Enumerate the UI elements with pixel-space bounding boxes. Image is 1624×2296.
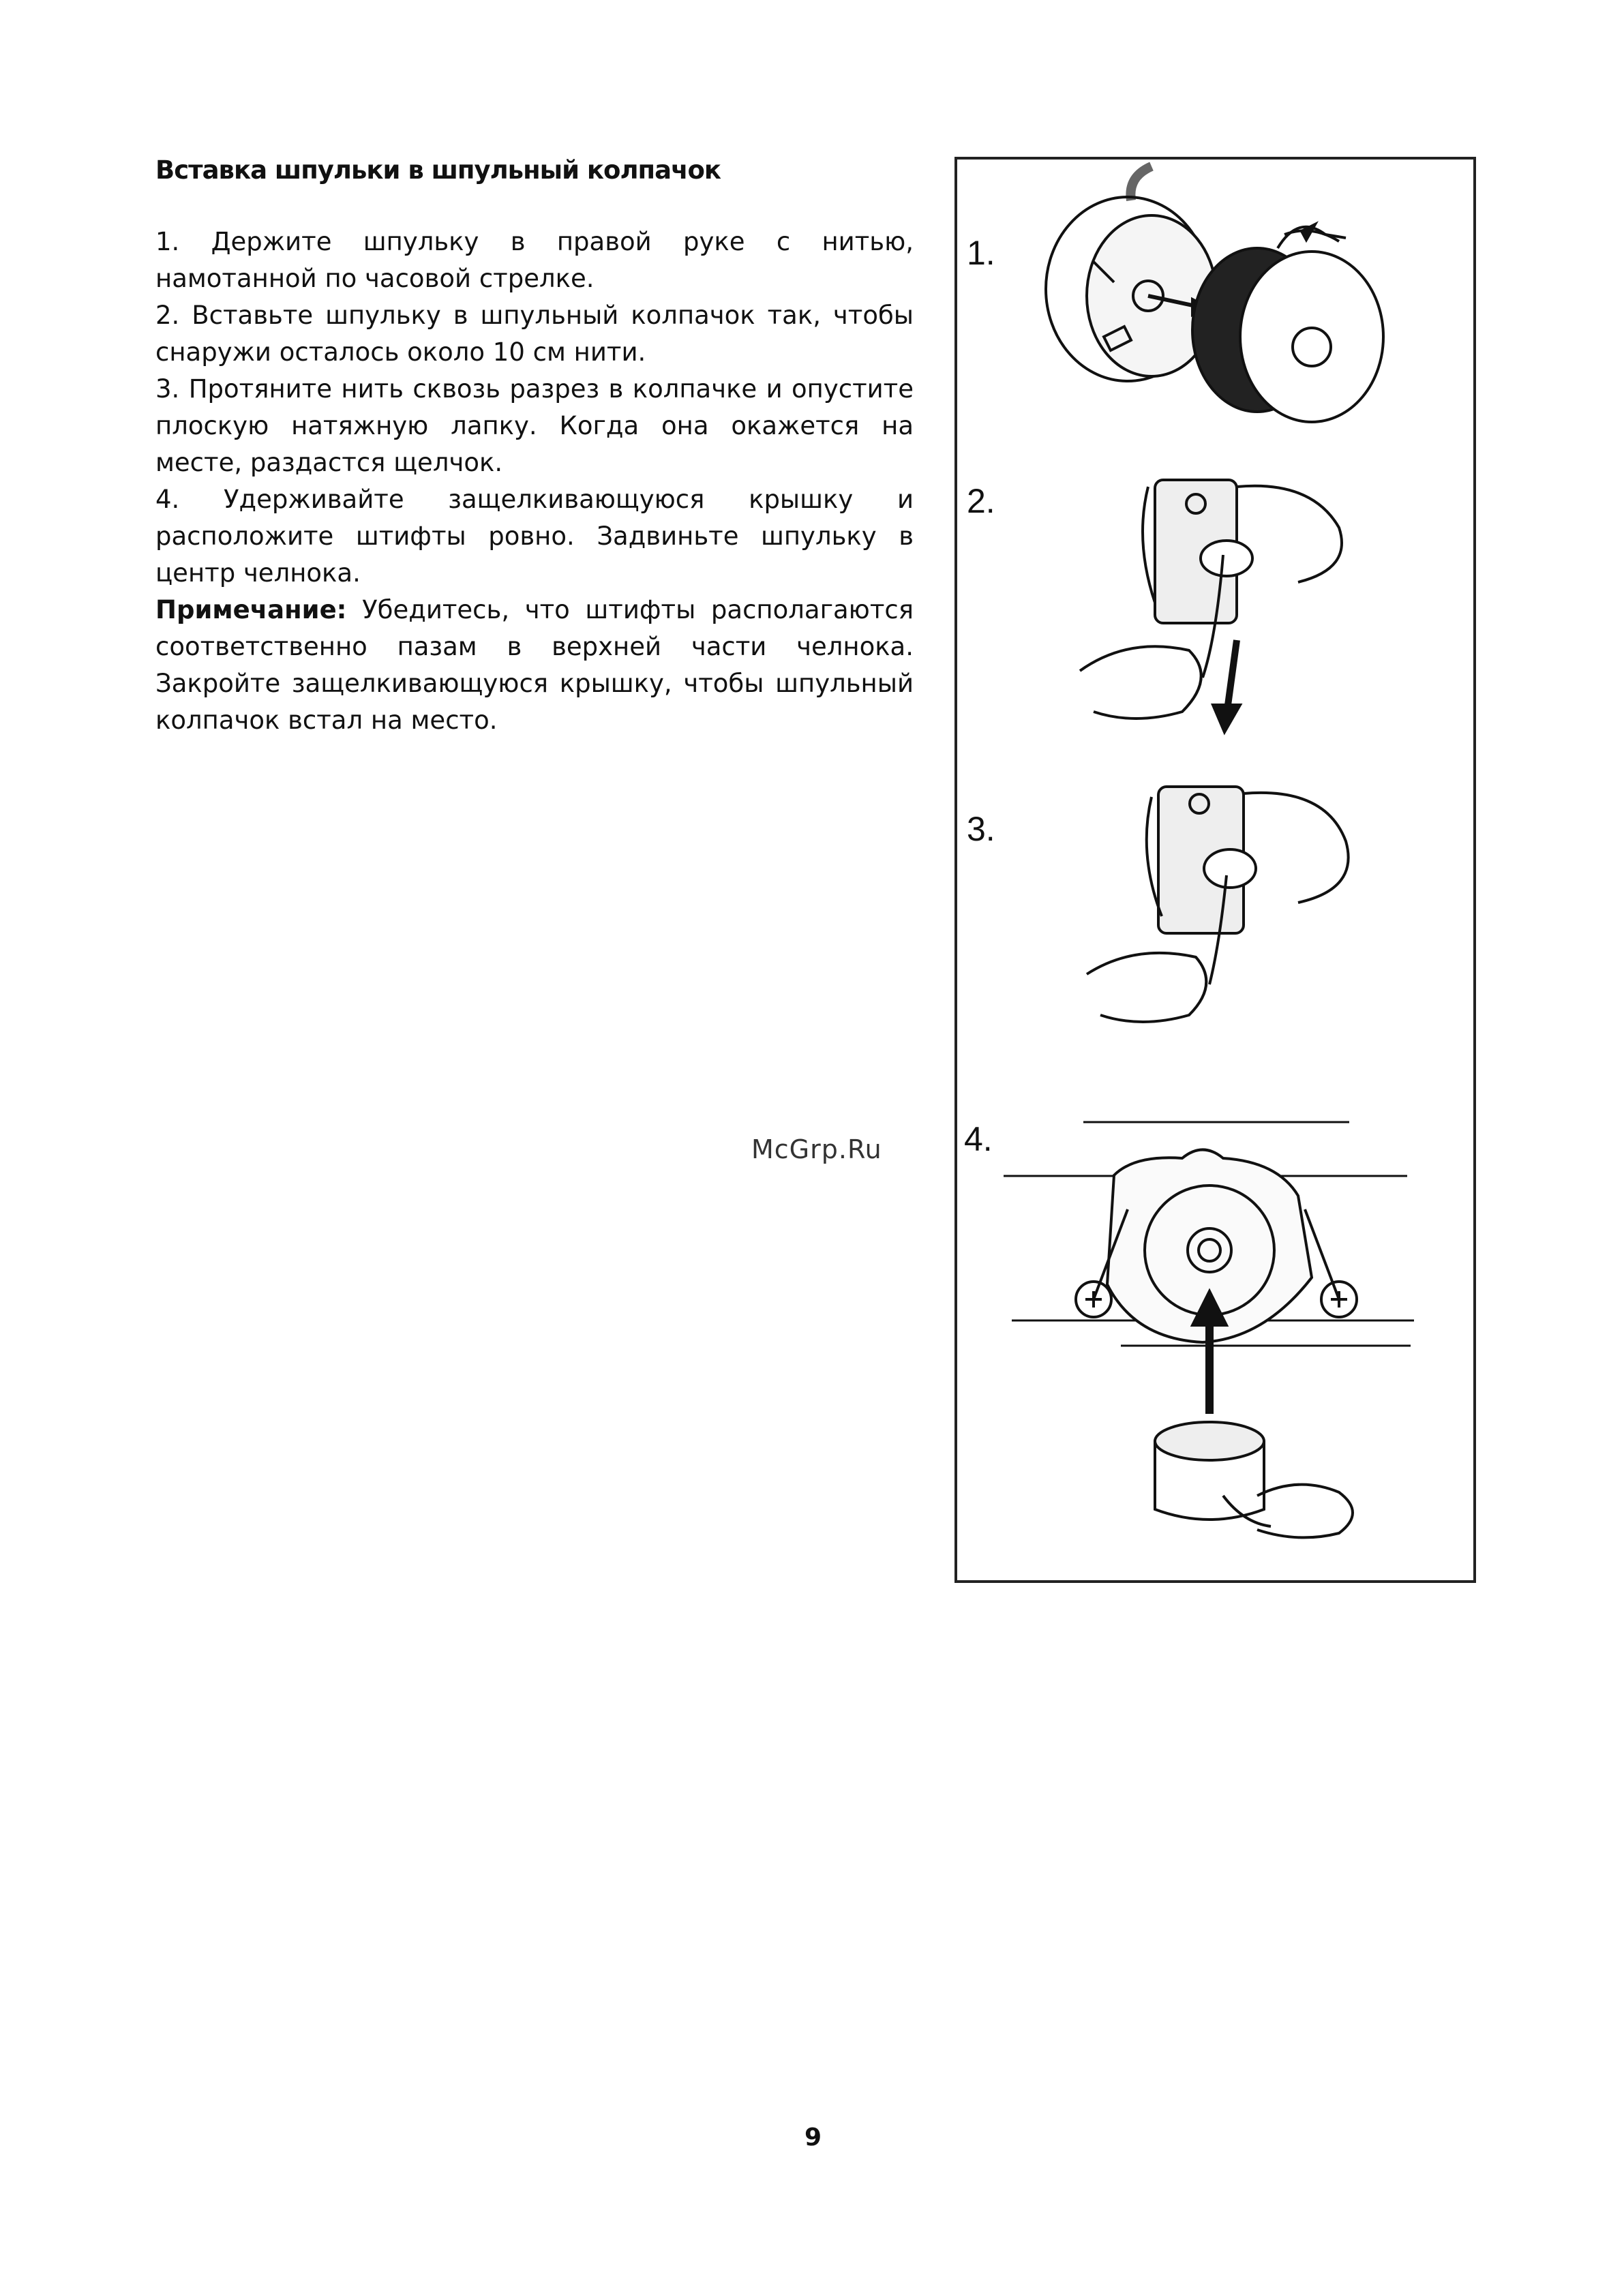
instruction-steps bbox=[155, 224, 914, 739]
figure-label-4: 4. bbox=[964, 1120, 993, 1158]
page-number: 9 bbox=[805, 2124, 822, 2151]
step-3: 3. Протяните нить сквозь разрез в колпачке и опустите плоскую натяжную лапку. Когда она окажется на месте, раздастся щелчок. bbox=[155, 374, 914, 477]
note-label: Примечание: bbox=[155, 595, 347, 624]
shuttle-insert-drawing bbox=[1004, 1122, 1414, 1537]
figure-label-3: 3. bbox=[967, 810, 995, 848]
step-1: 1. Держите шпульку в правой руке с нитью, намотанной по часовой стрелке. bbox=[155, 227, 914, 293]
note-text: Убедитесь, что штифты располагаются соответственно пазам в верхней части челнока. Закройте защелкивающуюся крышку, чтобы шпульный колпачок встал на место. bbox=[155, 595, 914, 735]
bobbin-drawing bbox=[1192, 224, 1383, 422]
threading-step3-drawing bbox=[1087, 787, 1349, 1022]
illustration-box bbox=[954, 157, 1476, 1583]
section-title: Вставка шпульки в шпульный колпачок bbox=[155, 155, 721, 185]
step-2: 2. Вставьте шпульку в шпульный колпачок так, чтобы снаружи осталось около 10 см нити. bbox=[155, 301, 914, 367]
bobbin-case-drawing bbox=[1046, 166, 1216, 381]
step-4: 4. Удерживайте защелкивающуюся крышку и расположите штифты ровно. Задвиньте шпульку в центр челнока. bbox=[155, 485, 914, 588]
figure-label-1: 1. bbox=[967, 234, 995, 272]
threading-step2-drawing bbox=[1080, 480, 1342, 732]
illustration-drawings bbox=[957, 160, 1473, 1580]
figure-label-2: 2. bbox=[967, 482, 995, 520]
watermark: McGrp.Ru bbox=[751, 1134, 882, 1164]
note bbox=[155, 592, 914, 739]
